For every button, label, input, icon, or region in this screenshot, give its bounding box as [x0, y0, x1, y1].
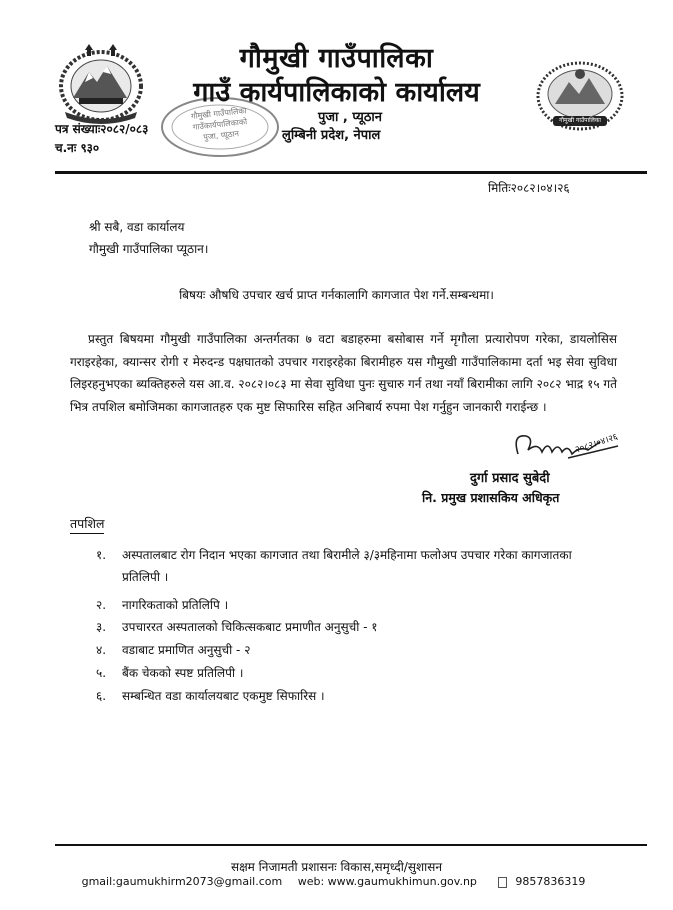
- list-item-text: अस्पतालबाट रोग निदान भएका कागजात तथा बिरामीले ३/३महिनामा फलोअप उपचार गरेका कागजातका प्रतिलिपी ।: [122, 548, 572, 584]
- footer-divider: [55, 844, 647, 846]
- reference-number: पत्र संख्याः२०८२/०८३: [55, 122, 149, 136]
- addressee-line2: गौमुखी गाउँपालिका प्यूठान।: [89, 242, 209, 256]
- footer-phone: 9857836319: [515, 875, 586, 888]
- gaumukhi-logo-icon: [535, 60, 625, 132]
- list-item: [96, 685, 606, 707]
- phone-icon: [498, 877, 507, 888]
- stamp-line-3: पुजा, प्यूठान: [202, 129, 240, 142]
- footer-web[interactable]: web: www.gaumukhimun.gov.np: [297, 875, 477, 888]
- footer-slogan: सक्षम निजामती प्रशासनः विकास,समृध्दी/सुशासन: [230, 860, 443, 874]
- addressee-line1: श्री सबै, वडा कार्यालय: [89, 220, 185, 234]
- logo-caption: गौमुखी गाउँपालिका: [559, 117, 601, 124]
- signatory-name: दुर्गा प्रसाद सुबेदी: [470, 471, 550, 486]
- tapsil-heading: तपशिल: [70, 515, 104, 534]
- list-item-number: ६.: [96, 689, 107, 703]
- signatory-title: नि. प्रमुख प्रशासकिय अधिकृत: [422, 490, 560, 505]
- stamp-line-2: गाउँकार्यपालिकाको: [192, 117, 248, 132]
- list-item-number: ३.: [96, 620, 107, 634]
- list-item: [96, 662, 606, 684]
- office-title-line1: गौमुखी गाउँपालिका: [239, 43, 434, 74]
- footer-email[interactable]: gmail:gaumukhirm2073@gmail.com: [81, 875, 283, 888]
- handwritten-signature: [508, 424, 638, 474]
- list-item-number: ५.: [96, 666, 107, 680]
- list-item-number: २.: [96, 598, 107, 612]
- list-item: [96, 594, 606, 616]
- list-item-text: सम्बन्धित वडा कार्यालयबाट एकमुष्ट सिफारिस ।: [122, 689, 325, 703]
- letter-subject: बिषयः औषधि उपचार खर्च प्राप्त गर्नकालागि कागजात पेश गर्ने.सम्बन्धमा।: [179, 288, 494, 302]
- signature-date: २०८२।०४।२६: [574, 432, 620, 456]
- address-line2: लुम्बिनी प्रदेश, नेपाल: [282, 128, 381, 143]
- list-item-text: नागरिकताको प्रतिलिपि ।: [122, 598, 229, 612]
- list-item-text: वडाबाट प्रमाणित अनुसुची - २: [122, 643, 251, 657]
- list-item: [96, 616, 606, 638]
- list-item-number: ४.: [96, 643, 107, 657]
- address-line1: पुजा , प्यूठान: [318, 110, 382, 125]
- footer-contact: [0, 875, 673, 888]
- letter-date: मितिः२०८२।०४।२६: [488, 181, 570, 195]
- list-item-text: बैंक चेकको स्पष्ट प्रतिलिपी ।: [122, 666, 244, 680]
- list-item-text: उपचाररत अस्पतालको चिकित्सकबाट प्रमाणीत अनुसुची - १: [122, 620, 378, 634]
- list-item: [96, 639, 606, 661]
- list-item-number: १.: [96, 548, 107, 562]
- office-title-line2: गाउँ कार्यपालिकाको कार्यालय: [193, 77, 480, 108]
- header-divider: [55, 171, 647, 174]
- stamp-line-1: गौमुखी गाउँपालिका: [190, 106, 248, 121]
- list-item: [96, 544, 606, 588]
- letter-body: प्रस्तुत बिषयमा गौमुखी गाउँपालिका अन्तर्गतका ७ वटा बडाहरुमा बसोबास गर्ने मृगौला प्रत्यारोपण गरेका, डायलोसिस गराइरहेका, क्यान्सर रोगी र मेरुदन्ड पक्षघातको उपचार गराइरहेका बिरामीहरु यस गौमुखी गाउँपालिकामा दर्ता भइ सेवा सुविधा लिइरहनुभएका ब्यक्तिहरुले यस आ.व. २०८२।०८३ मा सेवा सुविधा पुनः सुचारु गर्न तथा नयाँ बिरामीका लागि २०८२ भाद्र १५ गते भित्र तपशिल बमोजिमका कागजातहरु एक मुष्ट सिफारिस सहित अनिबार्य रुपमा पेश गर्नुहुन जानकारी गराईन्छ ।: [70, 332, 617, 414]
- dispatch-number: च.नः ९३०: [55, 141, 100, 155]
